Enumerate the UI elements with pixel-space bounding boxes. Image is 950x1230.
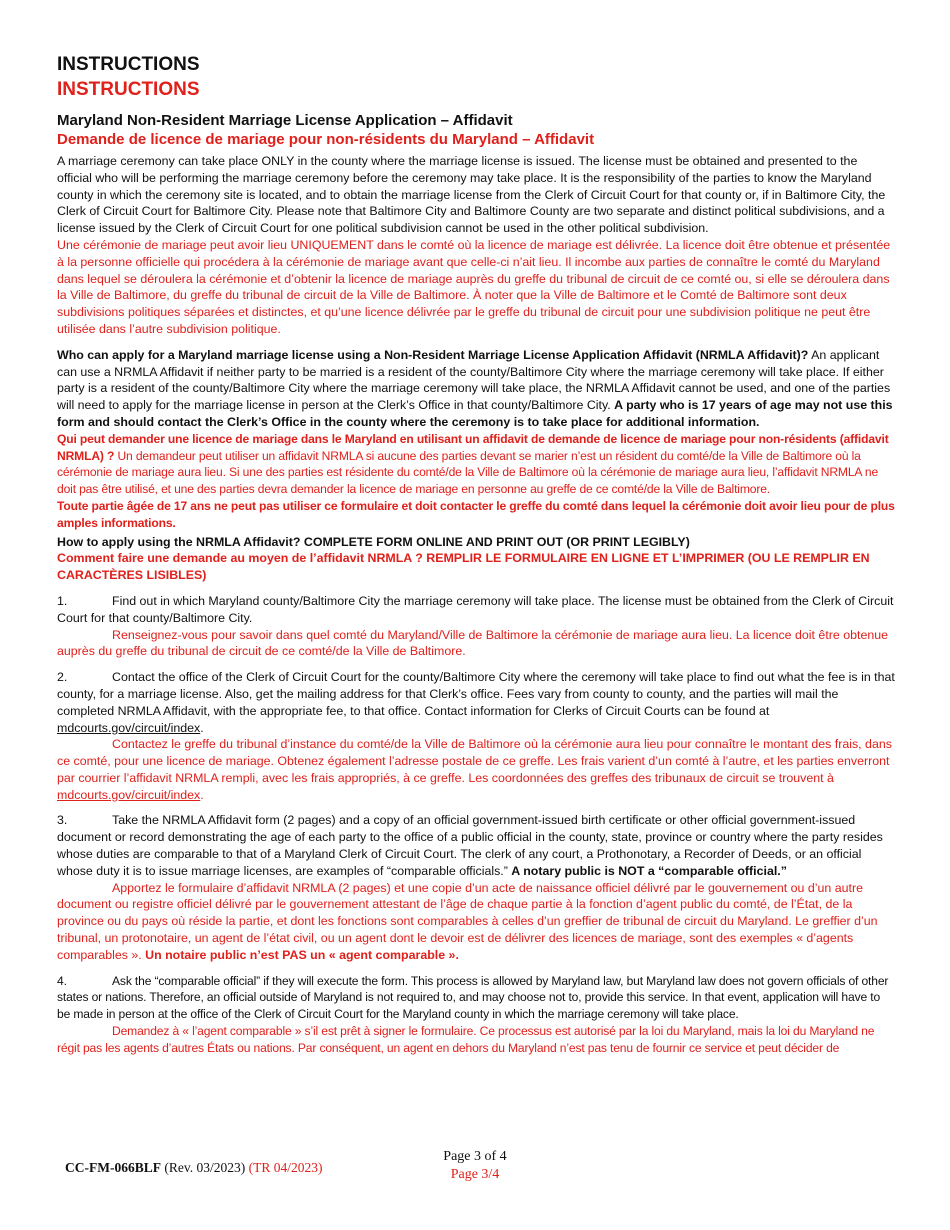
intro-paragraph: A marriage ceremony can take place ONLY in the county where the marriage license is issued. The license must be obtained and presented to the official who will be performing the marriage ceremony before the ceremony may take place. It is the responsibility of the parties to know the Maryland county in which the ceremony site is located, and to obtain the marriage license from the Clerk of Circuit Court for that county or, if in Baltimore City, the Clerk of Circuit Court for Baltimore City. Please note that Baltimore City and Baltimore County are two separate and distinct political subdivisions, and a license issued by the Clerk of Circuit Court for one political subdivision cannot be used in the other political subdivision. xyxy=(57,154,886,236)
notary-warning: A notary public is NOT a “comparable official.” xyxy=(511,863,787,878)
age-warning-fr: Toute partie âgée de 17 ans ne peut pas utiliser ce formulaire et doit contacter le greffe du comté dans lequel la cérémonie doit avoir lieu pour de plus amples informations. xyxy=(57,498,895,530)
who-can-apply-answer: An applicant can use a NRMLA Affidavit if neither party to be married is a resident of the county/Baltimore City where the marriage ceremony will take place. If either party is a resident of the county/Baltimore City where the marriage ceremony will take place, the NRMLA Affidavit cannot be used, and one of the parties will need to apply for the marriage license in person at the Clerk’s Office in that county/Baltimore City. xyxy=(57,347,891,413)
who-can-apply-paragraph-fr xyxy=(57,431,895,532)
step-number: 3. xyxy=(57,813,68,828)
who-can-apply-question-fr: Qui peut demander une licence de mariage dans le Maryland en utilisant un affidavit de demande de licence de mariage pour non-résidents (affidavit NRMLA) ? xyxy=(57,431,889,463)
who-can-apply-answer-fr: Un demandeur peut utiliser un affidavit NRMLA si aucune des parties devant se marier n’est un résident du comté/de la Ville de Baltimore où la cérémonie de mariage aura lieu. Si une des parties est résidente du comté/de la Ville de Baltimore où la cérémonie de mariage aura lieu, l’affidavit NRMLA ne doit pas être utilisé, et une des parties devra demander la licence de mariage en personne au greffe de ce comté/de la Ville de Baltimore. xyxy=(57,448,879,497)
step-number: 1. xyxy=(57,593,68,608)
form-subtitle: Maryland Non-Resident Marriage License Application – Affidavit xyxy=(57,112,513,129)
step-text: Find out in which Maryland county/Baltimore City the marriage ceremony will take place. The license must be obtained from the Clerk of Circuit Court for that county/Baltimore City. xyxy=(57,593,894,625)
step-2: 2. Contact the office of the Clerk of Circuit Court for the county/Baltimore City where the ceremony will take place to find out what the fee is in that county, for a marriage license. Also, get the mailing address for that Clerk’s office. Fees vary from county to county, and the parties will mail the completed NRMLA Affidavit, with the appropriate fee, to that office. Contact information for Clerks of Circuit Courts can be found at mdcourts.gov/circuit/index. Contactez le greffe du tribunal d’instance du comté/de la Ville de Baltimore où la cérémonie aura lieu pour connaître le montant des frais, dans ce comté, pour une licence de mariage. Obtenez également l’adresse postale de ce greffe. Les frais varient d’un comté à l’autre, et les parties enverront par courrier l’affidavit NRMLA rempli, avec les frais appropriés, à ce greffe. Les coordonnées des greffes des tribunaux de circuit se trouvent à mdcourts.gov/circuit/index. xyxy=(57,670,895,802)
clerks-link[interactable]: mdcourts.gov/circuit/index xyxy=(57,720,201,735)
who-can-apply-question: Who can apply for a Maryland marriage license using a Non-Resident Marriage License Application Affidavit (NRMLA Affidavit)? xyxy=(57,347,809,362)
step-text-fr: Apportez le formulaire d’affidavit NRMLA (2 pages) et une copie d’un acte de naissance officiel délivré par le gouvernement ou d’un autre document ou registre officiel délivré par le gouvernement attestant de l’âge de chaque partie à la fonction d’agent public du comté, de l’État, de la province ou du pays où réside la partie, et dont les fonctions sont comparables à celles d’un greffier de tribunal de circuit du Maryland. Le greffier d’un tribunal, un protonotaire, un agent de l’état civil, ou un agent dont le devoir est de délivrer des licences de mariage, sont des exemples « d’agents comparables ». xyxy=(57,880,878,962)
intro-paragraph-fr: Une cérémonie de mariage peut avoir lieu UNIQUEMENT dans le comté où la licence de mariage est délivrée. La licence doit être obtenue et présentée à la personne officielle qui procédera à la cérémonie de mariage avant que celle-ci n’ait lieu. Il incombe aux parties de connaître le comté du Maryland dans lequel se déroulera la cérémonie et d’obtenir la licence de mariage auprès du greffe du tribunal de circuit de ce comté ou, si elle se déroulera dans la Ville de Baltimore, du greffe du tribunal de circuit de la Ville de Baltimore. À noter que la Ville de Baltimore et le Comté de Baltimore sont deux subdivisions politiques séparées et distinctes, et qu’une licence délivrée par le greffe du tribunal de circuit pour une subdivision politique ne peut être utilisée dans l’autre subdivision politique. xyxy=(57,237,891,336)
age-warning: A party who is 17 years of age may not use this form and should contact the Clerk’s Office in the county where the ceremony is to take place for additional information. xyxy=(57,398,893,429)
revision-date: (Rev. 03/2023) xyxy=(160,1160,249,1175)
step-text: Take the NRMLA Affidavit form (2 pages) and a copy of an official government-issued birth certificate or other official government-issued document or record demonstrating the age of each party to the office of a public official in the county, state, province or country where the party resides whose duties are comparable to that of a Maryland Clerk of Circuit Court. The clerk of any court, a Prothonotary, a Recorder of Deeds, or an official whose duty it is to issue marriage licenses, are examples of “comparable officials.” xyxy=(57,813,883,878)
page-number xyxy=(0,1148,950,1184)
instructions-content xyxy=(57,52,895,1057)
page-title: INSTRUCTIONS xyxy=(57,54,200,75)
step-number: 2. xyxy=(57,670,68,685)
form-subtitle-fr: Demande de licence de mariage pour non-résidents du Maryland – Affidavit xyxy=(57,131,595,148)
page-title-fr: INSTRUCTIONS xyxy=(57,79,200,100)
translation-date: (TR 04/2023) xyxy=(248,1160,323,1175)
page-number-en: Page 3 of 4 xyxy=(443,1149,507,1164)
step-number: 4. xyxy=(57,973,67,988)
how-to-apply-heading-fr: Comment faire une demande au moyen de l’affidavit NRMLA ? REMPLIR LE FORMULAIRE EN LIGNE ET L’IMPRIMER (OU LE REMPLIR EN CARACTÈRES LISIBLES) xyxy=(57,551,870,583)
step-text-fr: Demandez à « l’agent comparable » s’il est prêt à signer le formulaire. Ce processus est autorisé par la loi du Maryland, mais la loi du Maryland ne régit pas les agents d’autres États ou nations. Par conséquent, un agent en dehors du Maryland n’est pas tenu de fournir ce service et peut décider de xyxy=(57,1024,875,1055)
step-1 xyxy=(57,593,895,660)
who-can-apply-paragraph xyxy=(57,347,895,431)
step-text-fr: Renseignez-vous pour savoir dans quel comté du Maryland/Ville de Baltimore la cérémonie de mariage aura lieu. La licence doit être obtenue auprès du greffe du tribunal de circuit de ce comté/de la Ville de Baltimore. xyxy=(57,627,889,659)
step-text: Ask the “comparable official” if they will execute the form. This process is allowed by Maryland law, but Maryland law does not govern officials of other states or nations. Therefore, an official outside of Maryland is not required to, and may choose not to, provide this service. In that event, application will have to be made in person at the office of the Clerk of Circuit Court for the Maryland county in which the marriage ceremony will take place. xyxy=(57,973,889,1022)
step-text-fr: Contactez le greffe du tribunal d’instance du comté/de la Ville de Baltimore où la cérémonie aura lieu pour connaître le montant des frais, dans ce comté, pour une licence de mariage. Obtenez également l’adresse postale de ce greffe. Les frais varient d’un comté à l’autre, et les parties enverront par courrier l’affidavit NRMLA rempli, avec les frais appropriés, à ce greffe. Les coordonnées des greffes des tribunaux de circuit se trouvent à xyxy=(57,737,892,785)
clerks-link-fr[interactable]: mdcourts.gov/circuit/index xyxy=(57,787,201,802)
step-text: Contact the office of the Clerk of Circuit Court for the county/Baltimore City where the ceremony will take place to find out what the fee is in that county, for a marriage license. Also, get the mailing address for that Clerk’s office. Fees vary from county to county, and the parties will mail the completed NRMLA Affidavit, with the appropriate fee, to that office. Contact information for Clerks of Circuit Courts can be found at xyxy=(57,670,895,718)
step-3 xyxy=(57,812,895,963)
notary-warning-fr: Un notaire public n’est PAS un « agent comparable ». xyxy=(145,947,459,962)
how-to-apply-heading: How to apply using the NRMLA Affidavit? COMPLETE FORM ONLINE AND PRINT OUT (OR PRINT LEGIBLY) xyxy=(57,534,690,549)
page-number-fr: Page 3/4 xyxy=(450,1167,500,1182)
step-4 xyxy=(57,973,895,1057)
form-code: CC-FM-066BLF xyxy=(65,1160,161,1175)
